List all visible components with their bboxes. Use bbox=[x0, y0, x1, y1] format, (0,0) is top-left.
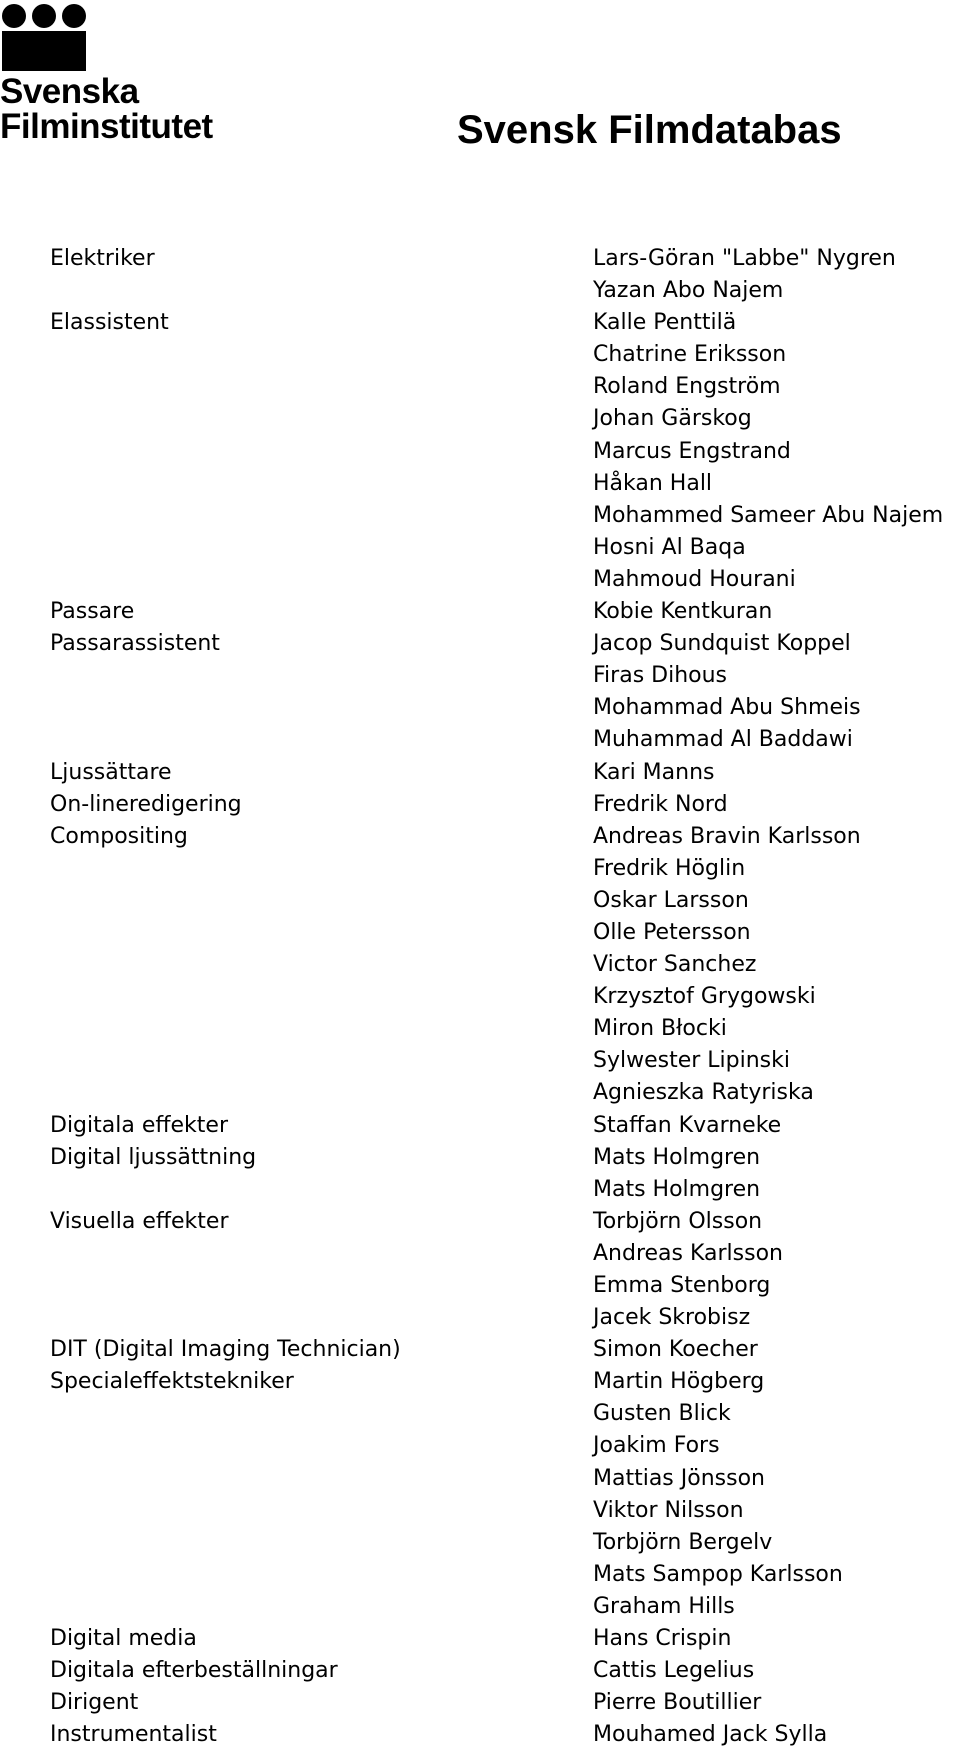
credit-role: Ljussättare bbox=[50, 759, 172, 785]
credit-row bbox=[0, 596, 960, 628]
credit-person-name: Viktor Nilsson bbox=[593, 1497, 744, 1523]
credit-person-name: Mats Sampop Karlsson bbox=[593, 1561, 843, 1587]
credit-row bbox=[0, 371, 960, 403]
credit-row bbox=[0, 821, 960, 853]
credit-person-name: Sylwester Lipinski bbox=[593, 1048, 790, 1074]
credit-person-name: Torbjörn Olsson bbox=[593, 1208, 763, 1234]
credit-row bbox=[0, 339, 960, 371]
credit-person-name: Victor Sanchez bbox=[593, 952, 757, 978]
credit-row bbox=[0, 307, 960, 339]
credit-role: Passarassistent bbox=[50, 631, 220, 657]
credit-person-name: Cattis Legelius bbox=[593, 1658, 755, 1684]
credit-row bbox=[0, 757, 960, 789]
credit-row bbox=[0, 436, 960, 468]
credit-row bbox=[0, 885, 960, 917]
credit-person-name: Simon Koecher bbox=[593, 1337, 758, 1363]
credit-row bbox=[0, 1174, 960, 1206]
credit-role: Digitala efterbeställningar bbox=[50, 1658, 338, 1684]
credit-row bbox=[0, 981, 960, 1013]
credit-row bbox=[0, 949, 960, 981]
svenska-filminstitutet-logo bbox=[0, 2, 240, 152]
credit-row bbox=[0, 1591, 960, 1623]
credit-role: Digitala effekter bbox=[50, 1112, 228, 1138]
credit-person-name: Chatrine Eriksson bbox=[593, 342, 787, 368]
page-title: Svensk Filmdatabas bbox=[457, 108, 842, 152]
credit-row bbox=[0, 1559, 960, 1591]
credit-person-name: Kobie Kentkuran bbox=[593, 599, 773, 625]
logo-dots-icon bbox=[2, 4, 92, 28]
credit-person-name: Håkan Hall bbox=[593, 470, 713, 496]
credit-person-name: Hans Crispin bbox=[593, 1626, 732, 1652]
credit-person-name: Lars-Göran "Labbe" Nygren bbox=[593, 246, 896, 271]
credit-row bbox=[0, 500, 960, 532]
credit-role: Elassistent bbox=[50, 310, 169, 336]
credit-person-name: Mohammed Sameer Abu Najem bbox=[593, 502, 944, 528]
credit-row bbox=[0, 1270, 960, 1302]
credit-person-name: Olle Petersson bbox=[593, 919, 751, 945]
credit-row bbox=[0, 628, 960, 660]
credit-row bbox=[0, 1077, 960, 1109]
credit-person-name: Hosni Al Baqa bbox=[593, 534, 746, 560]
logo-dot-1 bbox=[2, 4, 26, 28]
credit-person-name: Mouhamed Jack Sylla bbox=[593, 1722, 828, 1748]
credit-row bbox=[0, 1687, 960, 1719]
logo-dot-3 bbox=[62, 4, 86, 28]
credit-row bbox=[0, 403, 960, 435]
credit-row bbox=[0, 1719, 960, 1751]
credit-row bbox=[0, 532, 960, 564]
credit-row bbox=[0, 1045, 960, 1077]
credit-role: Digital ljussättning bbox=[50, 1144, 257, 1170]
logo-line-2: Filminstitutet bbox=[0, 107, 213, 146]
credit-role: Specialeffektstekniker bbox=[50, 1369, 294, 1395]
credit-row bbox=[0, 1366, 960, 1398]
credit-person-name: Andreas Bravin Karlsson bbox=[593, 823, 861, 849]
credit-row bbox=[0, 275, 960, 307]
credit-role: Instrumentalist bbox=[50, 1722, 217, 1748]
logo-line-1: Svenska bbox=[0, 72, 139, 111]
credit-row bbox=[0, 853, 960, 885]
credit-person-name: Mohammad Abu Shmeis bbox=[593, 695, 861, 721]
credit-person-name: Mattias Jönsson bbox=[593, 1465, 765, 1491]
credit-person-name: Pierre Boutillier bbox=[593, 1690, 762, 1716]
credit-person-name: Jacop Sundquist Koppel bbox=[593, 631, 851, 657]
credit-row bbox=[0, 1110, 960, 1142]
credit-row bbox=[0, 1302, 960, 1334]
credit-row bbox=[0, 243, 960, 275]
credit-row bbox=[0, 1623, 960, 1655]
credit-person-name: Joakim Fors bbox=[593, 1433, 720, 1459]
credit-person-name: Kari Manns bbox=[593, 759, 715, 785]
credit-row bbox=[0, 1398, 960, 1430]
logo-square-icon bbox=[2, 31, 86, 71]
credit-person-name: Mats Holmgren bbox=[593, 1144, 761, 1170]
credit-role: Digital media bbox=[50, 1626, 197, 1652]
credit-row bbox=[0, 1655, 960, 1687]
credit-role: Compositing bbox=[50, 823, 188, 849]
credit-person-name: Marcus Engstrand bbox=[593, 438, 791, 464]
credit-row bbox=[0, 692, 960, 724]
credit-role: DIT (Digital Imaging Technician) bbox=[50, 1337, 401, 1363]
credit-person-name: Fredrik Höglin bbox=[593, 855, 746, 881]
credit-row bbox=[0, 1238, 960, 1270]
credit-person-name: Roland Engström bbox=[593, 374, 781, 400]
credit-row bbox=[0, 660, 960, 692]
credit-row bbox=[0, 1142, 960, 1174]
credit-row bbox=[0, 468, 960, 500]
credit-person-name: Torbjörn Bergelv bbox=[593, 1529, 773, 1555]
credit-person-name: Andreas Karlsson bbox=[593, 1240, 783, 1266]
credit-role: On-lineredigering bbox=[50, 791, 242, 817]
credit-person-name: Staffan Kvarneke bbox=[593, 1112, 782, 1138]
credit-row bbox=[0, 789, 960, 821]
credit-role: Elektriker bbox=[50, 246, 155, 271]
credit-role: Dirigent bbox=[50, 1690, 139, 1716]
credit-person-name: Martin Högberg bbox=[593, 1369, 765, 1395]
credit-row bbox=[0, 1527, 960, 1559]
credit-person-name: Emma Stenborg bbox=[593, 1273, 771, 1298]
credit-person-name: Fredrik Nord bbox=[593, 791, 728, 817]
logo-wordmark bbox=[0, 74, 213, 144]
credit-row bbox=[0, 1495, 960, 1527]
credit-person-name: Krzysztof Grygowski bbox=[593, 984, 816, 1010]
credit-row bbox=[0, 724, 960, 756]
credit-person-name: Firas Dihous bbox=[593, 663, 728, 689]
credit-role: Visuella effekter bbox=[50, 1208, 229, 1234]
credit-row bbox=[0, 1463, 960, 1495]
credit-row bbox=[0, 1206, 960, 1238]
credit-person-name: Graham Hills bbox=[593, 1593, 735, 1619]
credit-person-name: Miron Błocki bbox=[593, 1016, 727, 1042]
credit-person-name: Kalle Penttilä bbox=[593, 310, 737, 336]
credit-person-name: Jacek Skrobisz bbox=[593, 1305, 751, 1331]
credit-person-name: Agnieszka Ratyriska bbox=[593, 1080, 814, 1106]
credit-person-name: Mats Holmgren bbox=[593, 1176, 761, 1202]
credit-role: Passare bbox=[50, 599, 135, 625]
credit-row bbox=[0, 917, 960, 949]
credit-row bbox=[0, 1013, 960, 1045]
credit-person-name: Muhammad Al Baddawi bbox=[593, 727, 853, 753]
credit-person-name: Yazan Abo Najem bbox=[593, 278, 784, 304]
logo-dot-2 bbox=[32, 4, 56, 28]
credit-person-name: Johan Gärskog bbox=[593, 406, 752, 432]
credit-person-name: Mahmoud Hourani bbox=[593, 566, 796, 592]
credit-person-name: Oskar Larsson bbox=[593, 887, 749, 913]
credit-row bbox=[0, 564, 960, 596]
credit-row bbox=[0, 1334, 960, 1366]
credits-list bbox=[0, 243, 960, 1751]
credit-person-name: Gusten Blick bbox=[593, 1401, 731, 1427]
credit-row bbox=[0, 1430, 960, 1462]
